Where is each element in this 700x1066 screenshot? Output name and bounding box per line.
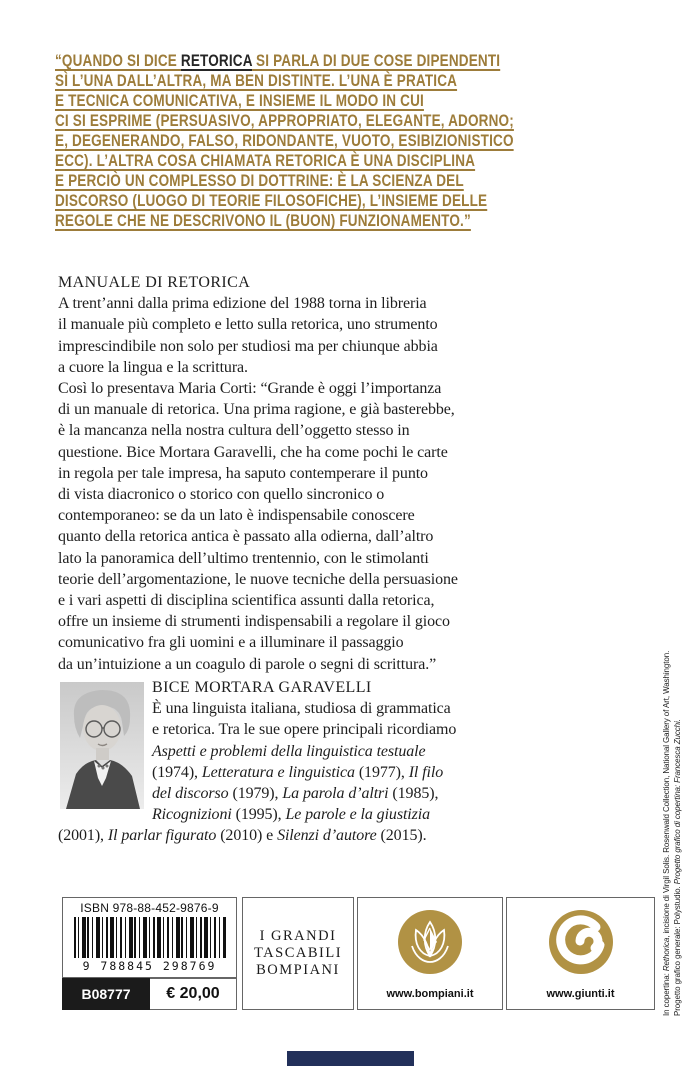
bio-line: (1974), Letteratura e linguistica (1977), Il filo: [152, 763, 444, 781]
description-block: [58, 272, 458, 675]
isbn-label: ISBN 978-88-452-9876-9: [80, 901, 219, 915]
description-line: lato la panoramica dell’ultimo trentennio, con le stimolanti: [58, 549, 429, 567]
giunti-box: [506, 897, 655, 1010]
bompiani-box: [357, 897, 503, 1010]
description-line: a cuore la lingua e la scrittura.: [58, 358, 248, 376]
edition-code: B08777: [62, 978, 150, 1010]
quote-line: SÌ L’UNA DALL’ALTRA, MA BEN DISTINTE. L’UNA È PRATICA: [55, 72, 458, 90]
giunti-logo-icon: [549, 910, 613, 974]
bompiani-logo-icon: [398, 910, 462, 974]
book-title: MANUALE DI RETORICA: [58, 274, 251, 291]
description-line: questione. Bice Mortara Garavelli, che ha come pochi le carte: [58, 443, 448, 461]
bio-line: Aspetti e problemi della linguistica testuale: [152, 742, 426, 760]
description-line: da un’intuizione a un coagulo di parole o segni di scrittura.”: [58, 655, 437, 673]
description-line: contemporaneo: se da un lato è indispensabile conoscere: [58, 507, 415, 525]
quote-block: [55, 51, 514, 231]
description-line: quanto della retorica antica è passato alla odierna, dall’altro: [58, 528, 434, 546]
description-line: A trent’anni dalla prima edizione del 1988 torna in libreria: [58, 295, 427, 313]
description-line: teorie dell’argomentazione, le nuove tecniche della persuasione: [58, 570, 458, 588]
isbn-barcode-box: [62, 897, 237, 978]
description-line: di un manuale di retorica. Una prima ragione, e già basterebbe,: [58, 401, 455, 419]
author-name: BICE MORTARA GARAVELLI: [152, 679, 372, 696]
quote-line: E, DEGENERANDO, FALSO, RIDONDANTE, VUOTO, ESIBIZIONISTICO: [55, 132, 514, 150]
bio-line: del discorso (1979), La parola d’altri (1985),: [152, 785, 439, 803]
bio-line: È una linguista italiana, studiosa di grammatica: [152, 700, 451, 718]
series-line: I GRANDI: [259, 928, 337, 944]
credits-line: In copertina: Rethorica, incisione di Virgil Solis. Rosenwald Collection, National Gallery of Art, Washington.: [662, 650, 671, 1016]
giunti-url: www.giunti.it: [546, 988, 615, 1000]
bio-line: Ricognizioni (1995), Le parole e la giustizia: [152, 806, 431, 824]
author-bio-block: [58, 677, 456, 847]
quote-line: ECC). L’ALTRA COSA CHIAMATA RETORICA È UNA DISCIPLINA: [55, 152, 476, 170]
price: € 20,00: [150, 978, 237, 1010]
series-box: [242, 897, 354, 1010]
quote-line: CI SI ESPRIME (PERSUASIVO, APPROPRIATO, ELEGANTE, ADORNO;: [55, 112, 514, 130]
series-line: BOMPIANI: [256, 962, 340, 978]
quote-line: DISCORSO (LUOGO DI TEORIE FILOSOFICHE), L’INSIEME DELLE: [55, 192, 488, 210]
cover-credits: [661, 648, 683, 1016]
description-line: offre un insieme di strumenti indispensabili a regolare il gioco: [58, 613, 450, 631]
description-line: imprescindibile non solo per studiosi ma per chiunque abbia: [58, 337, 438, 355]
code-price-strip: [62, 978, 237, 1010]
description-line: è la mancanza nella nostra cultura dell’oggetto stesso in: [58, 422, 410, 440]
barcode-digits: 9 788845 298769: [82, 959, 217, 973]
quote-line: REGOLE CHE NE DESCRIVONO IL (BUON) FUNZIONAMENTO.”: [55, 212, 471, 230]
series-line: TASCABILI: [253, 945, 343, 961]
description-line: il manuale più completo e letto sulla retorica, uno strumento: [58, 316, 438, 334]
ean-barcode: [74, 917, 226, 958]
description-line: Così lo presentava Maria Corti: “Grande è oggi l’importanza: [58, 380, 442, 398]
description-line: e i vari aspetti di disciplina scientifica assunti dalla retorica,: [58, 592, 435, 610]
description-line: di vista diacronico o storico con quello sincronico o: [58, 486, 385, 504]
quote-line: “QUANDO SI DICE RETORICA SI PARLA DI DUE COSE DIPENDENTI: [55, 52, 501, 70]
credits-line: Progetto grafico generale: Polystudio. Progetto grafico di copertina: Francesca Zucchi.: [673, 719, 682, 1016]
spine-bar: [287, 1051, 414, 1066]
description-line: comunicativo fra gli uomini e a illuminare il passaggio: [58, 634, 404, 652]
quote-line: E TECNICA COMUNICATIVA, E INSIEME IL MODO IN CUI: [55, 92, 424, 110]
bio-line: e retorica. Tra le sue opere principali ricordiamo: [152, 721, 457, 739]
description-line: in regola per tale impresa, ha saputo contemperare il punto: [58, 464, 428, 482]
quote-line: E PERCIÒ UN COMPLESSO DI DOTTRINE: È LA SCIENZA DEL: [55, 172, 464, 190]
bio-line: (2001), Il parlar figurato (2010) e Silenzi d’autore (2015).: [58, 827, 427, 845]
bompiani-url: www.bompiani.it: [386, 988, 474, 1000]
